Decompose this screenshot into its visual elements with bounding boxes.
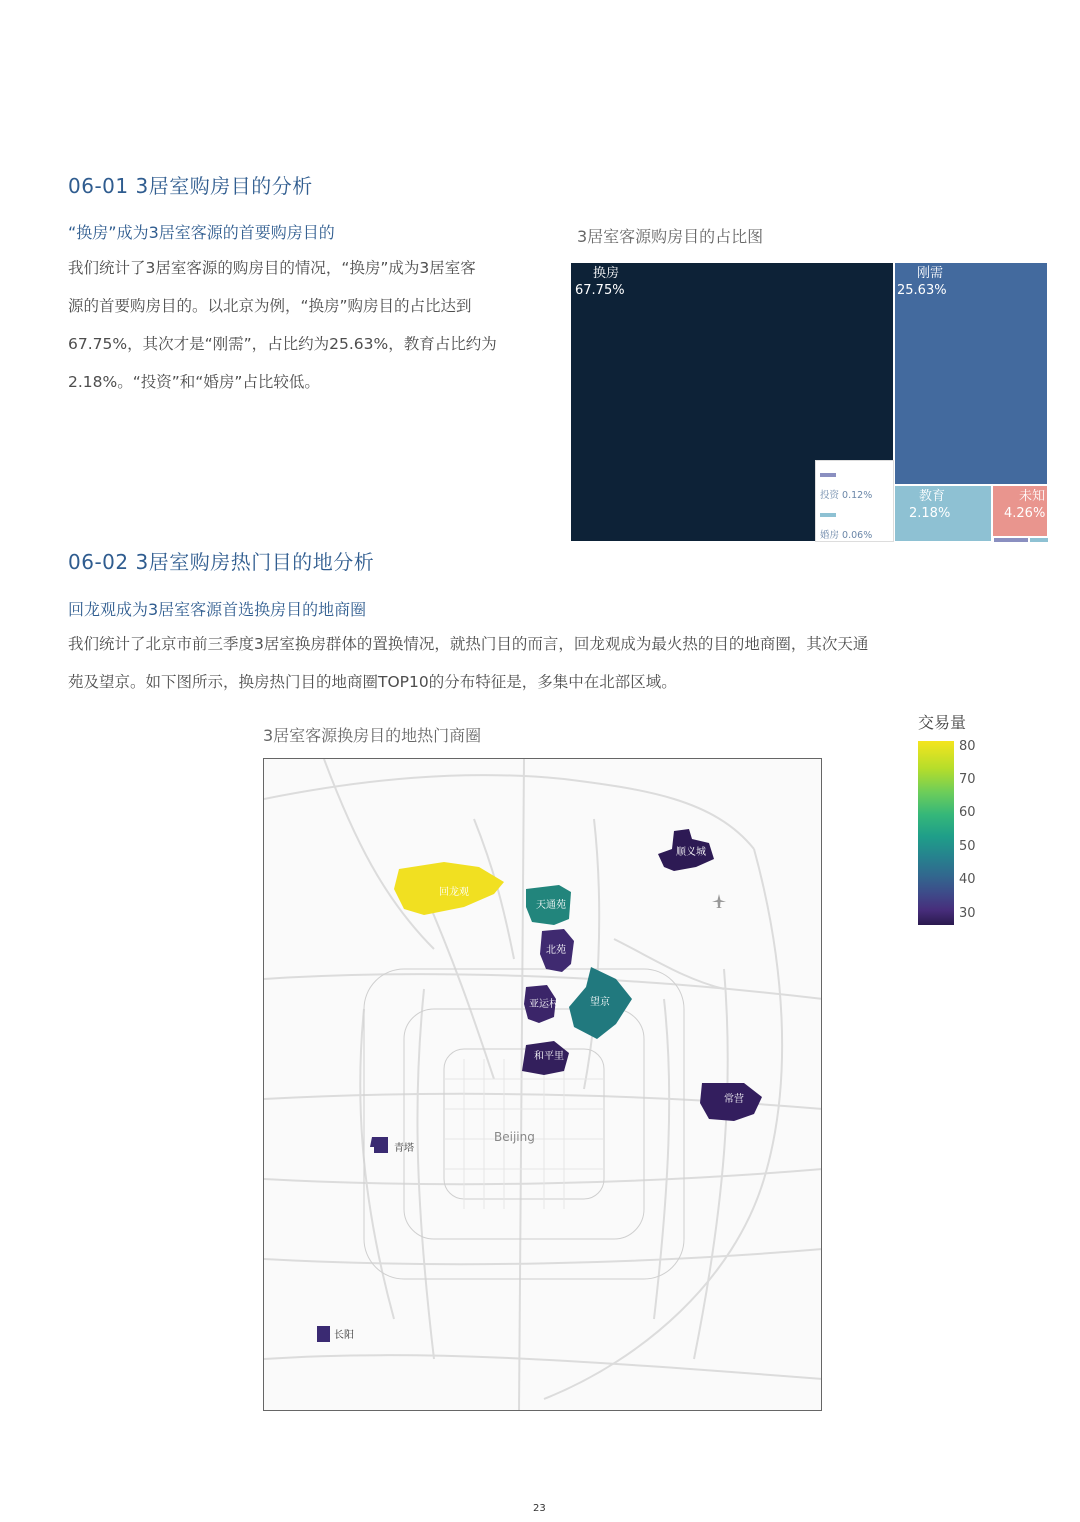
legend-tick: 60 bbox=[959, 805, 976, 820]
section-title-2: 06-02 3居室购房热门目的地分析 bbox=[68, 550, 375, 574]
area-label: 和平里 bbox=[534, 1051, 564, 1062]
treemap-cell-gangxu bbox=[894, 262, 1048, 485]
map bbox=[263, 758, 822, 1411]
paragraph-line: 我们统计了3居室客源的购房目的情况，“换房”成为3居室客 bbox=[68, 259, 476, 277]
legend-tick: 50 bbox=[959, 839, 976, 854]
treemap-strip-a bbox=[994, 538, 1028, 542]
area-label: 亚运村 bbox=[529, 999, 559, 1010]
legend-colorbar bbox=[918, 741, 954, 925]
treemap bbox=[570, 262, 1048, 542]
legend-tick: 30 bbox=[959, 906, 976, 921]
area-label: 望京 bbox=[590, 997, 610, 1008]
treemap-cell-jiaoyu bbox=[894, 485, 992, 542]
area-label: 北苑 bbox=[546, 945, 566, 956]
treemap-cell-weizhi bbox=[992, 485, 1048, 537]
treemap-swatch-touzi bbox=[820, 473, 836, 477]
legend-title: 交易量 bbox=[918, 713, 967, 732]
legend-tick: 80 bbox=[959, 739, 976, 754]
section-subtitle-1: “换房”成为3居室客源的首要购房目的 bbox=[68, 223, 335, 242]
section-subtitle-2: 回龙观成为3居室客源首选换房目的地商圈 bbox=[68, 600, 367, 619]
treemap-cell-name: 未知 bbox=[1019, 489, 1046, 504]
treemap-cell-value: 4.26% bbox=[1004, 506, 1046, 521]
treemap-cell-name: 教育 bbox=[919, 489, 946, 504]
map-title: 3居室客源换房目的地热门商圈 bbox=[263, 726, 482, 745]
treemap-cell-hunfang: 婚房 0.06% bbox=[820, 530, 873, 541]
page-number: 23 bbox=[533, 1503, 546, 1514]
area-qingta bbox=[370, 1137, 388, 1153]
paragraph-line: 67.75%，其次才是“刚需”，占比约为25.63%，教育占比约为 bbox=[68, 335, 497, 353]
treemap-strip-b bbox=[1030, 538, 1048, 542]
area-label: 常营 bbox=[724, 1094, 744, 1105]
paragraph-line: 我们统计了北京市前三季度3居室换房群体的置换情况，就热门目的而言，回龙观成为最火热的目的地商圈，其次天通 bbox=[68, 635, 869, 653]
treemap-cell-value: 67.75% bbox=[575, 283, 625, 298]
airport-icon bbox=[712, 894, 726, 908]
area-label: 长阳 bbox=[334, 1330, 354, 1341]
paragraph-line: 源的首要购房目的。以北京为例，“换房”购房目的占比达到 bbox=[68, 297, 472, 315]
treemap-cell-touzi: 投资 0.12% bbox=[820, 490, 873, 501]
treemap-cell-value: 25.63% bbox=[897, 283, 947, 298]
treemap-cell-name: 换房 bbox=[593, 266, 620, 281]
area-label: 青塔 bbox=[394, 1143, 414, 1154]
treemap-title: 3居室客源购房目的占比图 bbox=[577, 227, 764, 246]
legend-tick: 70 bbox=[959, 772, 976, 787]
treemap-cell-small-group bbox=[815, 460, 894, 542]
section-paragraph-1 bbox=[68, 249, 563, 401]
map-canvas bbox=[264, 759, 822, 1411]
ring-roads bbox=[364, 969, 684, 1279]
paragraph-line: 2.18%。“投资”和“婚房”占比较低。 bbox=[68, 373, 320, 391]
area-changyang bbox=[317, 1326, 330, 1342]
section-title-1: 06-01 3居室购房目的分析 bbox=[68, 174, 313, 198]
area-label: 天通苑 bbox=[536, 900, 566, 911]
paragraph-line: 苑及望京。如下图所示，换房热门目的地商圈TOP10的分布特征是，多集中在北部区域。 bbox=[68, 673, 677, 691]
legend-tick: 40 bbox=[959, 872, 976, 887]
area-label: 回龙观 bbox=[439, 887, 469, 898]
treemap-cell-name: 刚需 bbox=[917, 266, 944, 281]
treemap-cell-value: 2.18% bbox=[909, 506, 951, 521]
area-label: 顺义城 bbox=[676, 847, 706, 858]
treemap-swatch-hunfang bbox=[820, 513, 836, 517]
section-paragraph-2 bbox=[68, 625, 998, 701]
city-label: Beijing bbox=[494, 1130, 535, 1144]
